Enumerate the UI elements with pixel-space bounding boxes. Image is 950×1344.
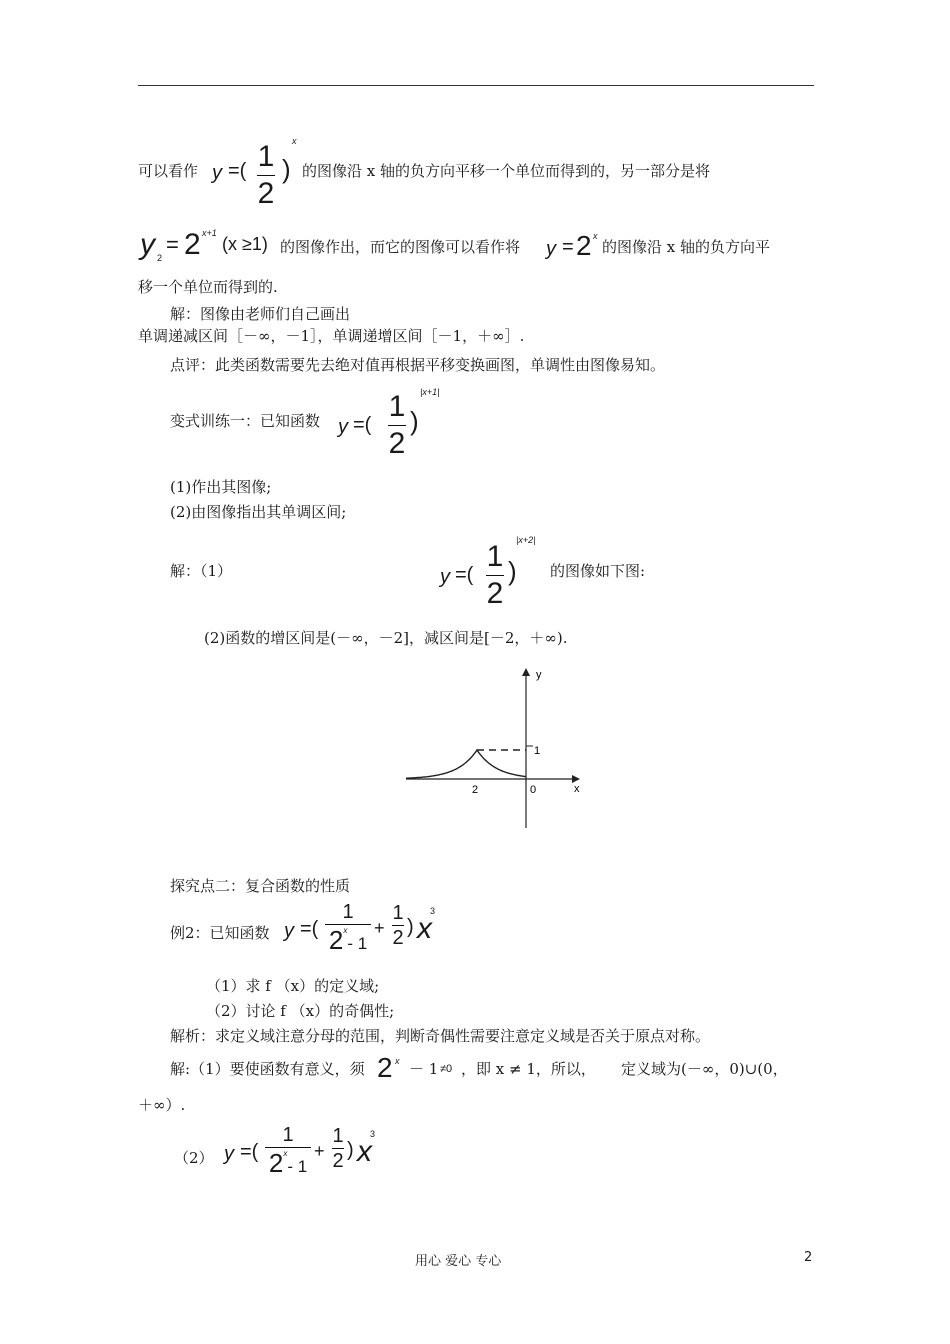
sol2-then: ，即 x ≠ 1，所以， <box>461 1060 596 1078</box>
sol2-part2-y: y <box>224 1143 234 1165</box>
example2-var: x <box>417 912 432 945</box>
fraction-bar <box>392 925 404 926</box>
header-rule <box>138 85 814 86</box>
fraction-numerator: 1 <box>282 1124 294 1146</box>
variant-y: y <box>338 416 348 438</box>
para2-continued: 移一个单位而得到的. <box>138 278 278 296</box>
example2-plus: + <box>374 918 385 938</box>
fraction-denominator: 2 <box>392 927 404 949</box>
sol2-neq: ≠0 <box>440 1063 453 1075</box>
variant-sol-close-paren: ) <box>508 556 517 586</box>
fraction-numerator: 1 <box>388 390 406 423</box>
sol2-part2-fraction-1 <box>265 1125 311 1176</box>
fraction-denominator: 2 <box>486 577 504 610</box>
sol2-domain: 定义域为(－∞，0)∪(0， <box>621 1060 788 1078</box>
variant-q2: (2)由图像指出其单调区间; <box>170 503 347 521</box>
variant-label: 变式训练一：已知函数 <box>170 412 321 430</box>
page-number: 2 <box>804 1250 813 1265</box>
y-axis-arrow <box>522 668 530 676</box>
sol2-start: 解:（1）要使函数有意义，须 <box>170 1060 365 1078</box>
variant-sol-after: 的图像如下图: <box>550 562 646 580</box>
solution-1: 解：图像由老师们自己画出 <box>170 305 351 323</box>
para1-y: y <box>212 162 222 184</box>
function-graph <box>400 665 590 835</box>
para2-mid: 的图像作出，而它的图像可以看作将 <box>280 238 521 256</box>
fraction-bar <box>388 425 406 426</box>
function-curve <box>406 750 526 778</box>
denominator-base: 2 <box>268 1148 284 1178</box>
fraction-bar <box>257 175 275 176</box>
sol2-exp: x <box>395 1056 400 1066</box>
sol2-domain-cont: ＋∞）. <box>138 1096 186 1114</box>
fraction-bar <box>332 1148 344 1149</box>
para1-after: 的图像沿 x 轴的负方向平移一个单位而得到的，另一部分是将 <box>302 162 710 180</box>
denominator-rest: - 1 <box>347 934 368 953</box>
variant-sol-exp: |x+2| <box>516 535 536 545</box>
x-axis-arrow <box>572 775 580 783</box>
para2-eq2: = <box>562 236 574 258</box>
sol2-part2-var-exp: 3 <box>370 1129 376 1139</box>
example2-eq: =( <box>300 918 319 940</box>
variant-close-paren: ) <box>410 406 419 436</box>
para2-base2: 2 <box>576 230 592 261</box>
y-axis-label: y <box>536 669 542 681</box>
y-tick-label-1: 1 <box>534 745 541 757</box>
comment: 点评：此类函数需要先去绝对值再根据平移变换画图，单调性由图像易知。 <box>170 356 666 374</box>
fraction-numerator: 1 <box>486 540 504 573</box>
para1-before: 可以看作 <box>138 162 199 180</box>
example2-q2: （2）讨论 f （x）的奇偶性; <box>206 1002 395 1020</box>
sol2-base: 2 <box>377 1052 393 1083</box>
fraction-denominator: 2 <box>257 177 275 210</box>
para2-eq1: = <box>166 232 179 257</box>
denominator-exp: x <box>343 926 348 935</box>
sol2-part2-close-paren: ) <box>347 1139 354 1161</box>
para2-exp2: x <box>593 231 598 241</box>
fraction-numerator: 1 <box>257 140 275 173</box>
para2-y2: y <box>140 228 155 261</box>
denominator-rest: - 1 <box>287 1157 308 1176</box>
sol2-part2-fraction-2 <box>332 1126 344 1171</box>
para2-base: 2 <box>184 228 201 261</box>
sol2-part2-eq: =( <box>240 1141 259 1163</box>
variant-sol-part2: (2)函数的增区间是(－∞，－2]，减区间是[－2，＋∞). <box>204 629 568 647</box>
example2-var-exp: 3 <box>430 906 436 916</box>
fraction-numerator: 1 <box>332 1125 344 1147</box>
para2-y2-sub: 2 <box>157 253 163 263</box>
variant-q1: (1)作出其图像; <box>170 478 272 496</box>
para1-fraction <box>257 142 275 209</box>
para1-exp: x <box>292 136 297 146</box>
variant-sol-eq: =( <box>455 564 474 586</box>
section-2-title: 探究点二：复合函数的性质 <box>170 877 351 895</box>
variant-sol-fraction <box>486 542 504 609</box>
example2-y: y <box>284 920 294 942</box>
fraction-numerator: 1 <box>342 901 354 923</box>
para2-y: y <box>546 238 556 260</box>
footer-center: 用心 爱心 专心 <box>415 1254 502 1269</box>
origin-label: 0 <box>530 784 537 796</box>
para2-after: 的图像沿 x 轴的负方向平 <box>602 238 770 256</box>
sol2-part2-plus: + <box>314 1141 325 1161</box>
x-axis-label: x <box>574 783 580 795</box>
para1-eq: =( <box>228 160 247 182</box>
fraction-bar <box>486 575 504 576</box>
monotone-intervals: 单调递减区间［－∞，－1］，单调递增区间［－1，＋∞］. <box>138 327 525 345</box>
denominator-base: 2 <box>328 925 344 955</box>
fraction-denominator <box>329 927 367 953</box>
example2-label: 例2：已知函数 <box>170 924 270 942</box>
example2-close-paren: ) <box>407 916 414 938</box>
variant-sol-label: 解：（1） <box>170 562 233 580</box>
sol2-part2-label: （2） <box>174 1149 214 1167</box>
sol2-minus: － 1 <box>409 1060 439 1078</box>
example2-fraction-1 <box>325 902 371 953</box>
fraction-denominator: 2 <box>388 427 406 460</box>
example2-fraction-2 <box>392 903 404 948</box>
sol2-part2-var: x <box>357 1135 372 1168</box>
variant-eq: =( <box>353 414 372 436</box>
para2-cond: (x ≥1) <box>222 234 268 254</box>
x-tick-label-neg-2: 2 <box>472 784 479 796</box>
fraction-numerator: 1 <box>392 902 404 924</box>
analysis: 解析：求定义域注意分母的范围，判断奇偶性需要注意定义域是否关于原点对称。 <box>170 1027 711 1045</box>
variant-exp: |x+1| <box>420 387 440 397</box>
para2-exp1: x+1 <box>202 228 217 238</box>
variant-fraction <box>388 392 406 459</box>
fraction-denominator <box>269 1150 307 1176</box>
fraction-denominator: 2 <box>332 1150 344 1172</box>
para1-close-paren: ) <box>282 154 291 184</box>
example2-q1: （1）求 f （x）的定义域; <box>206 977 380 995</box>
denominator-exp: x <box>283 1149 288 1158</box>
variant-sol-y: y <box>440 566 450 588</box>
